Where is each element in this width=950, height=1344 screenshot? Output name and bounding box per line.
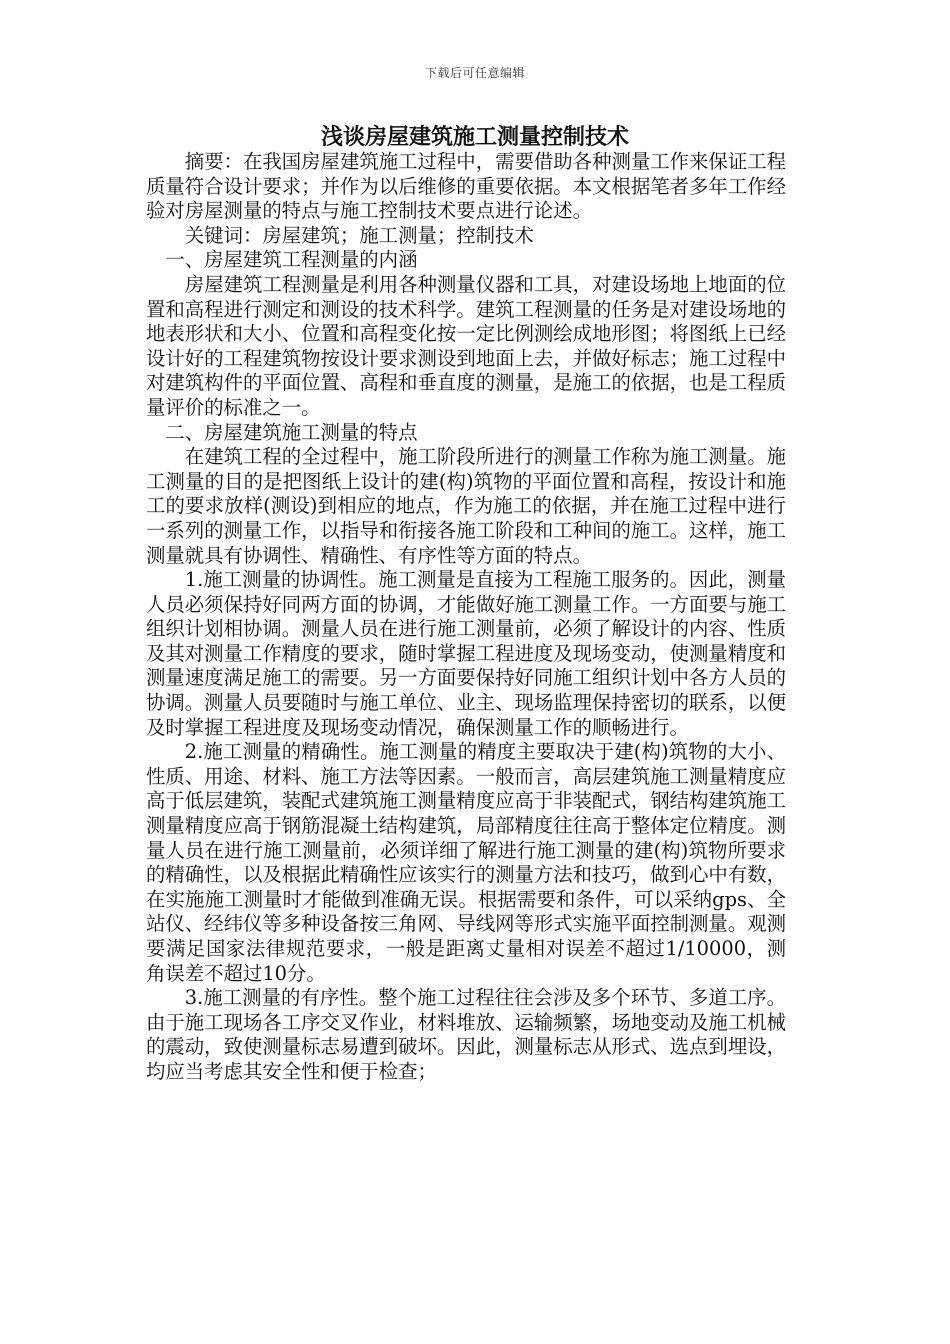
section-heading-2: 二、房屋建筑施工测量的特点 xyxy=(165,420,418,444)
document-body xyxy=(146,150,786,1085)
document-title: 浅谈房屋建筑施工测量控制技术 xyxy=(320,124,629,150)
body-paragraph: 3.施工测量的有序性。整个施工过程往往会涉及多个环节、多道工序。由于施工现场各工序交叉作业，材料堆放、运输频繁，场地变动及施工机械的震动，致使测量标志易遭到破坏。因此，测量标志从形式、选点到埋设，均应当考虑其安全性和便于检查； xyxy=(146,986,786,1083)
abstract-paragraph: 摘要：在我国房屋建筑施工过程中，需要借助各种测量工作来保证工程质量符合设计要求；并作为以后维修的重要依据。本文根据笔者多年工作经验对房屋测量的特点与施工控制技术要点进行论述。 xyxy=(146,150,786,223)
section-heading-1: 一、房屋建筑工程测量的内涵 xyxy=(165,248,418,272)
body-paragraph: 1.施工测量的协调性。施工测量是直接为工程施工服务的。因此，测量人员必须保持好同两方面的协调，才能做好施工测量工作。一方面要与施工组织计划相协调。测量人员在进行施工测量前，必须了解设计的内容、性质及其对测量工作精度的要求，随时掌握工程进度及现场变动，使测量精度和测量速度满足施工的需要。另一方面要保持好同施工组织计划中各方人员的协调。测量人员要随时与施工单位、业主、现场监理保持密切的联系，以便及时掌握工程进度及现场变动情况，确保测量工作的顺畅进行。 xyxy=(146,568,786,739)
keywords-paragraph: 关键词：房屋建筑；施工测量；控制技术 xyxy=(184,223,534,247)
body-paragraph: 房屋建筑工程测量是利用各种测量仪器和工具，对建设场地上地面的位置和高程进行测定和测设的技术科学。建筑工程测量的任务是对建设场地的地表形状和大小、位置和高程变化按一定比例测绘成地形图；将图纸上已经设计好的工程建筑物按设计要求测设到地面上去，并做好标志；施工过程中对建筑构件的平面位置、高程和垂直度的测量，是施工的依据，也是工程质量评价的标准之一。 xyxy=(146,272,786,419)
page-header-note: 下载后可任意编辑 xyxy=(424,66,525,80)
body-paragraph: 在建筑工程的全过程中，施工阶段所进行的测量工作称为施工测量。施工测量的目的是把图纸上设计的建(构)筑物的平面位置和高程，按设计和施工的要求放样(测设)到相应的地点，作为施工的依据，并在施工过程中进行一系列的测量工作，以指导和衔接各施工阶段和工种间的施工。这样，施工测量就具有协调性、精确性、有序性等方面的特点。 xyxy=(146,445,786,567)
body-paragraph: 2.施工测量的精确性。施工测量的精度主要取决于建(构)筑物的大小、性质、用途、材料、施工方法等因素。一般而言，高层建筑施工测量精度应高于低层建筑，装配式建筑施工测量精度应高于非装配式，钢结构建筑施工测量精度应高于钢筋混凝土结构建筑，局部精度往往高于整体定位精度。测量人员在进行施工测量前，必须详细了解进行施工测量的建(构)筑物所要求的精确性，以及根据此精确性应该实行的测量方法和技巧，做到心中有数，在实施施工测量时才能做到准确无误。根据需要和条件，可以采纳gps、全站仪、经纬仪等多种设备按三角网、导线网等形式实施平面控制测量。观测要满足国家法律规范要求，一般是距离丈量相对误差不超过1/10000，测角误差不超过10分。 xyxy=(146,740,786,985)
